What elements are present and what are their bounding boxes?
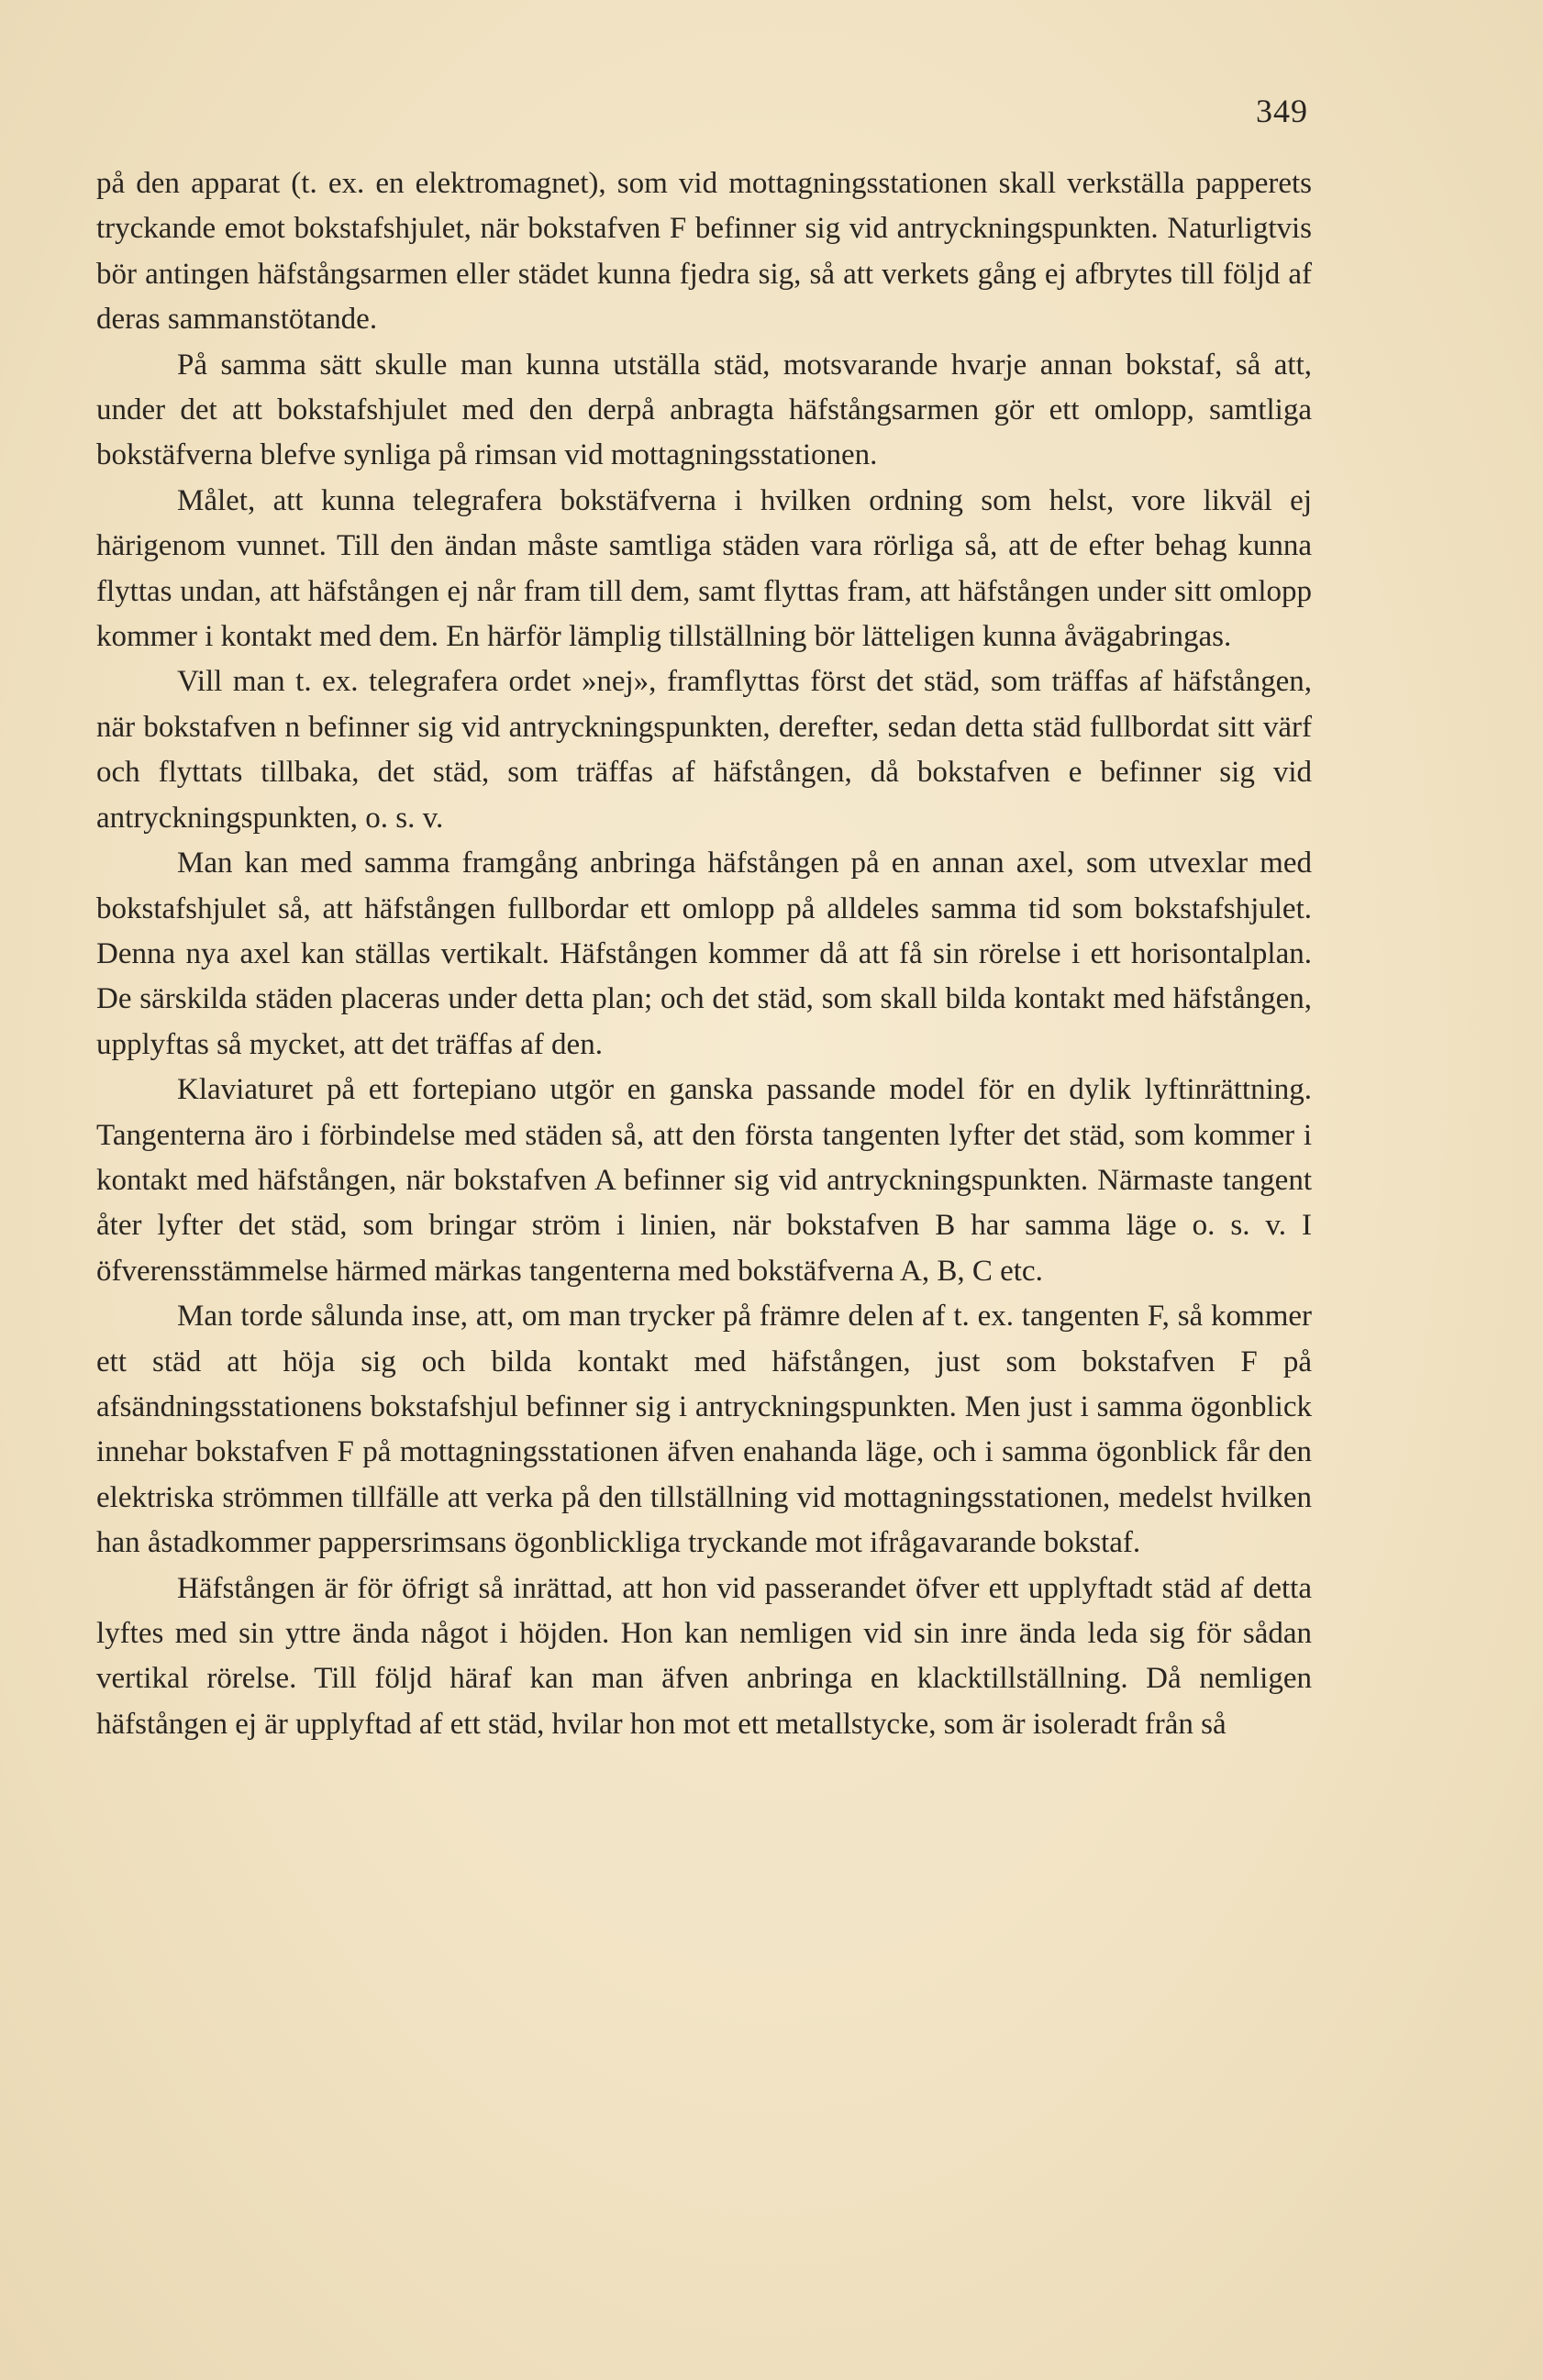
paragraph: Vill man t. ex. telegrafera ordet »nej», framflyttas först det städ, som träffas af häfstången, när bokstafven n befinner sig vid antryckningspunkten, derefter, sedan detta städ fullbordat sitt värf och flyttats tillbaka, det städ, som träffas af häfstången, då bokstafven e befinner sig vid antryckningspunkten, o. s. v. [96, 665, 1312, 835]
paragraph: på den apparat (t. ex. en elektromagnet), som vid mottagningsstationen skall verkställa papperets tryckande emot bokstafshjulet, när bokstafven F befinner sig vid antryckningspunkten. Naturligtvis bör antingen häfstångsarmen eller städet kunna fjedra sig, så att verkets gång ej afbrytes till följd af deras sammanstötande. [96, 167, 1312, 337]
paragraph: Häfstången är för öfrigt så inrättad, att hon vid passerandet öfver ett upplyftadt städ af detta lyftes med sin yttre ända något i höjden. Hon kan nemligen vid sin inre ända leda sig för sådan vertikal rörelse. Till följd häraf kan man äfven anbringa en klacktillställning. Då nemligen häfstången ej är upplyftad af ett städ, hvilar hon mot ett metallstycke, som är isoleradt från så [96, 1571, 1312, 1741]
body-text [96, 161, 1312, 1747]
paragraph: På samma sätt skulle man kunna utställa städ, motsvarande hvarje annan bokstaf, så att, under det att bokstafshjulet med den derpå anbragta häfstångsarmen gör ett omlopp, samtliga bokstäfverna blefve synliga på rimsan vid mottagningsstationen. [96, 348, 1312, 472]
paragraph: Man kan med samma framgång anbringa häfstången på en annan axel, som utvexlar med bokstafshjulet så, att häfstången fullbordar ett omlopp på alldeles samma tid som bokstafshjulet. Denna nya axel kan ställas vertikalt. Häfstången kommer då att få sin rörelse i ett horisontalplan. De särskilda städen placeras under detta plan; och det städ, som skall bilda kontakt med häfstången, upplyftas så mycket, att det träffas af den. [96, 847, 1312, 1061]
paragraph: Man torde sålunda inse, att, om man trycker på främre delen af t. ex. tangenten F, så kommer ett städ att höja sig och bilda kontakt med häfstången, just som bokstafven F på afsändningsstationens bokstafshjul befinner sig i antryckningspunkten. Men just i samma ögonblick innehar bokstafven F på mottagningsstationen äfven enahanda läge, och i samma ögonblick får den elektriska strömmen tillfälle att verka på den tillställning vid mottagningsstationen, medelst hvilken han åstadkommer pappersrimsans ögonblickliga tryckande mot ifrågavarande bokstaf. [96, 1300, 1312, 1560]
paragraph: Klaviaturet på ett fortepiano utgör en ganska passande model för en dylik lyftinrättning. Tangenterna äro i förbindelse med städen så, att den första tangenten lyfter det städ, som kommer i kontakt med häfstången, när bokstafven A befinner sig vid antryckningspunkten. Närmaste tangent åter lyfter det städ, som bringar ström i linien, när bokstafven B har samma läge o. s. v. I öfverensstämmelse härmed märkas tangenterna med bokstäfverna A, B, C etc. [96, 1073, 1312, 1288]
paragraph: Målet, att kunna telegrafera bokstäfverna i hvilken ordning som helst, vore likväl ej härigenom vunnet. Till den ändan måste samtliga städen vara rörliga så, att de efter behag kunna flyttas undan, att häfstången ej når fram till dem, samt flyttas fram, att häfstången under sitt omlopp kommer i kontakt med dem. En härför lämplig tillställning bör lätteligen kunna åvägabringas. [96, 483, 1312, 654]
page-number: 349 [1256, 93, 1308, 129]
